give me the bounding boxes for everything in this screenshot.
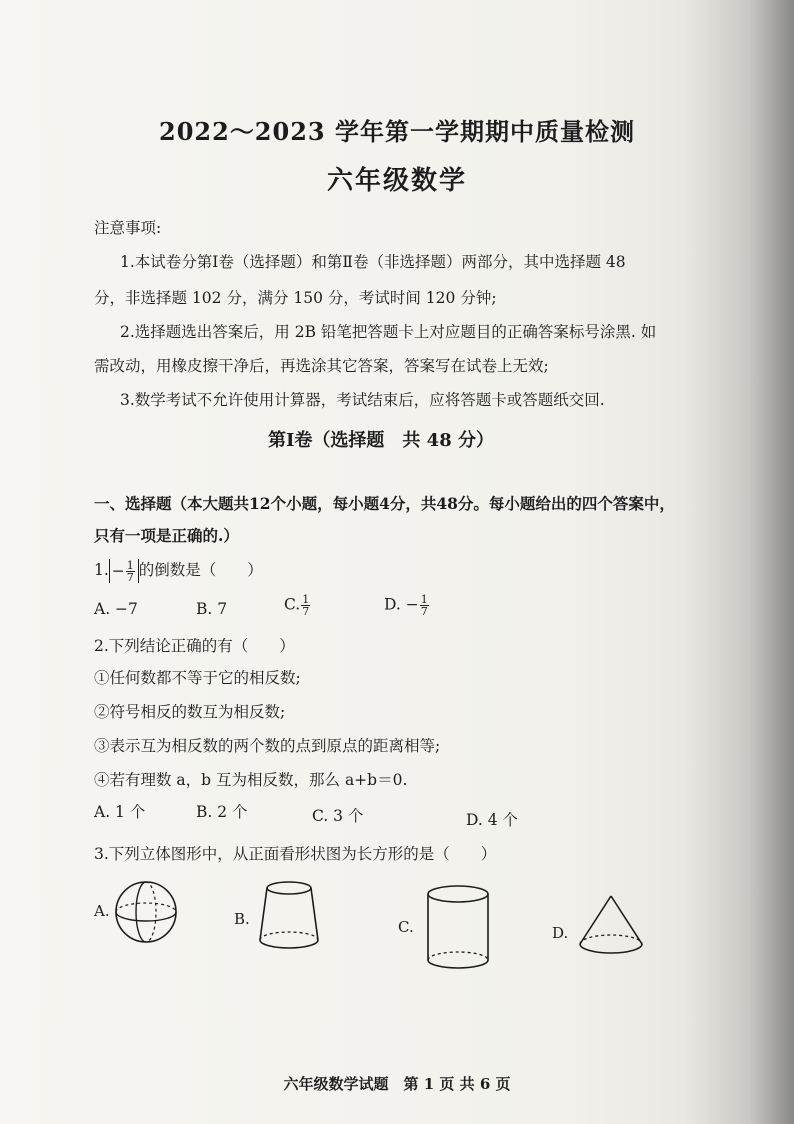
q1-option-c bbox=[284, 594, 311, 617]
notice-item-1-line-2: 分，非选择题 102 分，满分 150 分，考试时间 120 分钟; bbox=[94, 289, 497, 307]
q1-option-b: B. 7 bbox=[196, 600, 228, 618]
minus-sign: − bbox=[111, 561, 125, 580]
q2-option-c: C. 3 个 bbox=[312, 807, 364, 825]
fraction-denominator: 7 bbox=[126, 571, 134, 585]
exam-title: 2022～2023 学年第一学期期中质量检测 bbox=[159, 117, 635, 146]
q3-label-d: D. bbox=[552, 924, 569, 942]
notice-heading: 注意事项: bbox=[94, 219, 162, 237]
notice-item-2-line-1: 2.选择题选出答案后，用 2B 铅笔把答题卡上对应题目的正确答案标号涂黑. 如 bbox=[120, 323, 657, 341]
q2-option-d: D. 4 个 bbox=[466, 811, 519, 829]
q3-label-c: C. bbox=[398, 918, 414, 936]
page-footer: 六年级数学试题 第 1 页 共 6 页 bbox=[283, 1075, 511, 1093]
notice-item-3: 3.数学考试不允许使用计算器，考试结束后，应将答题卡或答题纸交回. bbox=[120, 391, 605, 409]
q3-label-a: A. bbox=[94, 902, 110, 920]
option-label: D. − bbox=[384, 595, 419, 614]
fraction bbox=[420, 594, 429, 617]
section-intro-line-2: 只有一项是正确的.） bbox=[94, 526, 239, 545]
q3-label-b: B. bbox=[234, 910, 250, 928]
fraction-denominator: 7 bbox=[420, 605, 428, 618]
fraction bbox=[126, 560, 135, 583]
section-intro-line-1: 一、选择题（本大题共12个小题，每小题4分，共48分。每小题给出的四个答案中， bbox=[94, 494, 675, 513]
option-label: C. bbox=[284, 595, 301, 614]
fraction-numerator: 1 bbox=[302, 593, 310, 606]
cone-icon bbox=[574, 892, 648, 960]
q2-statement-2: ②符号相反的数互为相反数; bbox=[94, 703, 286, 721]
cylinder-icon bbox=[420, 882, 496, 976]
frustum-icon bbox=[254, 878, 324, 958]
notice-item-2-line-2: 需改动，用橡皮擦干净后，再选涂其它答案，答案写在试卷上无效; bbox=[94, 357, 549, 375]
q2-statement-1: ①任何数都不等于它的相反数; bbox=[94, 669, 301, 687]
question-1-suffix: 的倒数是（ ） bbox=[138, 561, 263, 579]
fraction-numerator: 1 bbox=[126, 559, 134, 573]
notice-item-1-line-1: 1.本试卷分第Ⅰ卷（选择题）和第Ⅱ卷（非选择题）两部分，其中选择题 48 bbox=[120, 253, 626, 271]
fraction-denominator: 7 bbox=[302, 605, 310, 618]
question-1-stem bbox=[94, 558, 263, 583]
q2-option-b: B. 2 个 bbox=[196, 803, 248, 821]
sphere-icon bbox=[110, 876, 182, 948]
question-3-stem: 3.下列立体图形中，从正面看形状图为长方形的是（ ） bbox=[94, 845, 497, 863]
question-number: 1. bbox=[94, 561, 109, 579]
q1-option-d bbox=[384, 594, 430, 617]
q1-option-a: A. −7 bbox=[94, 600, 138, 618]
question-2-stem: 2.下列结论正确的有（ ） bbox=[94, 637, 295, 655]
q2-statement-3: ③表示互为相反数的两个数的点到原点的距离相等; bbox=[94, 737, 441, 755]
section-title: 第Ⅰ卷（选择题 共 48 分） bbox=[268, 430, 495, 451]
fraction-numerator: 1 bbox=[420, 593, 428, 606]
fraction bbox=[301, 594, 310, 617]
bleed-through-text bbox=[390, 520, 404, 540]
q2-statement-4: ④若有理数 a，b 互为相反数，那么 a+b＝0. bbox=[94, 771, 408, 789]
exam-subtitle: 六年级数学 bbox=[326, 166, 467, 196]
absolute-value-expression bbox=[109, 559, 139, 584]
q2-option-a: A. 1 个 bbox=[94, 803, 146, 821]
